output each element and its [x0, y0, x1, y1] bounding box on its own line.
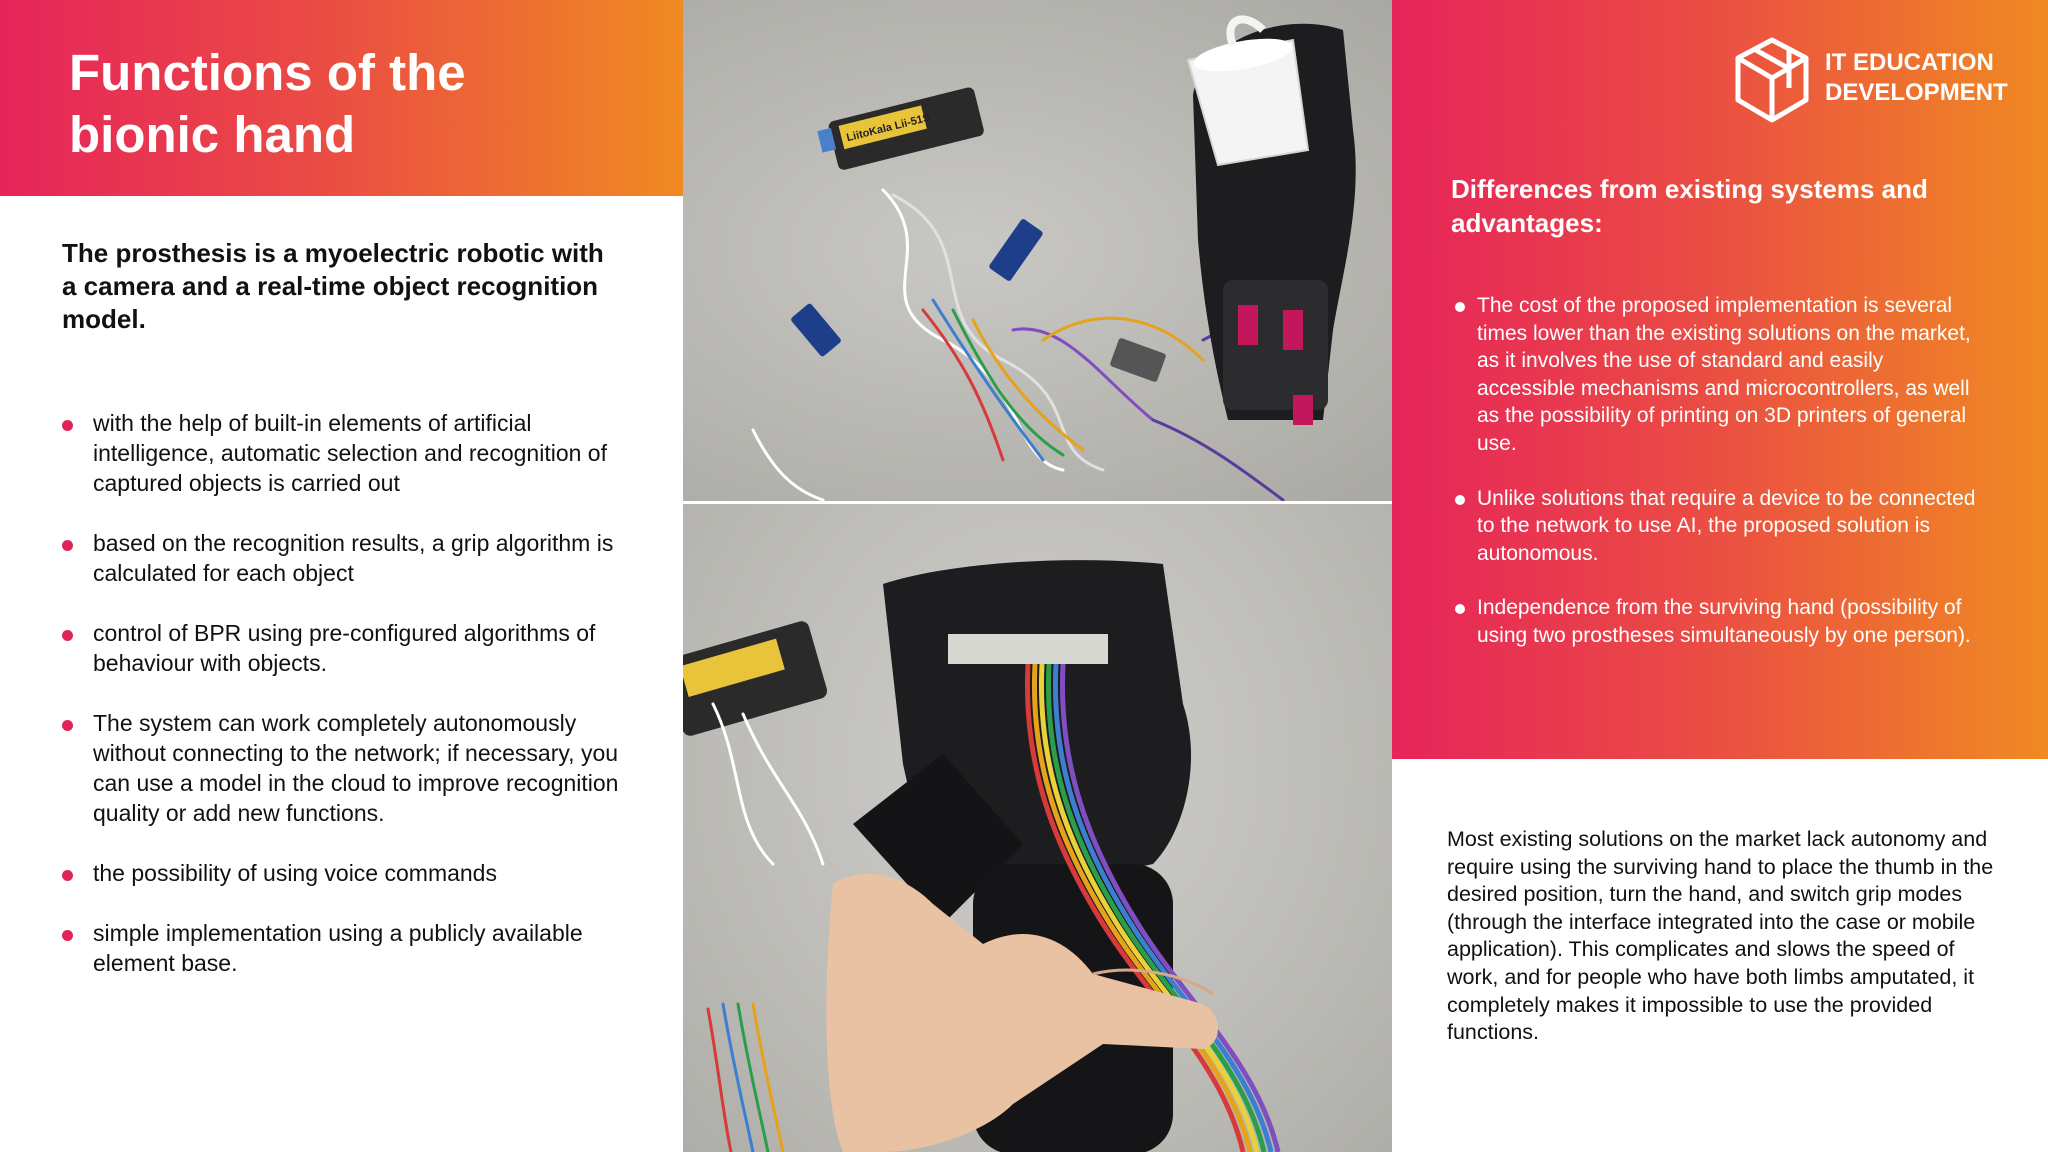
bullet-icon [62, 870, 73, 881]
logo-text [1825, 48, 2008, 108]
bullet-icon [62, 720, 73, 731]
list-item-text: Unlike solutions that require a device to be connected to the network to use AI, the proposed solution is autonomous. [1477, 486, 1976, 565]
prototype-photo-top [683, 0, 1392, 501]
prototype-illustration-bottom [683, 504, 1392, 1152]
logo-line-1: IT EDUCATION [1825, 49, 1994, 76]
list-item [1455, 292, 1985, 458]
advantages-list [1455, 292, 1985, 677]
list-item-text: The system can work completely autonomously without connecting to the network; if necessary, you can use a model in the cloud to improve recognition quality or add new functions. [93, 710, 619, 826]
page-title: Functions of the bionic hand [69, 44, 466, 163]
list-item-text: simple implementation using a publicly available element base. [93, 920, 583, 976]
bionic-hand [826, 560, 1278, 1152]
list-item [62, 708, 622, 828]
list-item-text: the possibility of using voice commands [93, 860, 497, 886]
bullet-icon [1455, 604, 1465, 614]
list-item-text: control of BPR using pre-configured algorithms of behaviour with objects. [93, 620, 596, 676]
bullet-icon [62, 630, 73, 641]
list-item-text: based on the recognition results, a grip algorithm is calculated for each object [93, 530, 614, 586]
cube-logo-icon [1732, 36, 1812, 124]
logo-line-2: DEVELOPMENT [1825, 79, 2008, 106]
company-logo [1732, 36, 2032, 126]
bionic-hand [1188, 19, 1356, 425]
bullet-icon [62, 930, 73, 941]
list-item [62, 618, 622, 678]
bullet-icon [62, 540, 73, 551]
list-item-text: with the help of built-in elements of artificial intelligence, automatic selection and recognition of captured objects is carried out [93, 410, 607, 496]
bullet-icon [1455, 495, 1465, 505]
prototype-photo-bottom [683, 504, 1392, 1152]
prototype-illustration-top [683, 0, 1392, 501]
advantages-title: Differences from existing systems and advantages: [1451, 174, 1928, 238]
functions-list [62, 408, 622, 1008]
list-item-text: The cost of the proposed implementation is several times lower than the existing solutions on the market, as it involves the use of standard and easily accessible mechanisms and microcontrollers, as well as the possibility of printing on 3D printers of general use. [1477, 294, 1971, 455]
bullet-icon [1455, 302, 1465, 312]
market-note: Most existing solutions on the market lack autonomy and require using the surviving hand to place the thumb in the desired position, turn the hand, and switch grip modes (through the interface integrated into the case or mobile application). This complicates and slows the speed of work, and for people who have both limbs amputated, it completely makes it impossible to use the provided functions. [1447, 827, 1994, 1045]
list-item [62, 918, 622, 978]
list-item [1455, 594, 1985, 649]
list-item [62, 408, 622, 498]
battery-label: LiitoKala Lii-51S [845, 111, 932, 145]
bullet-icon [62, 420, 73, 431]
list-item [62, 858, 622, 888]
list-item [62, 528, 622, 588]
list-item [1455, 485, 1985, 568]
battery-holder [683, 619, 829, 737]
list-item-text: Independence from the surviving hand (possibility of using two prostheses simultaneously by one person). [1477, 596, 1971, 647]
intro-text: The prosthesis is a myoelectric robotic with a camera and a real-time object recognition model. [62, 238, 604, 334]
title-banner [0, 0, 683, 196]
battery-holder [816, 86, 985, 174]
